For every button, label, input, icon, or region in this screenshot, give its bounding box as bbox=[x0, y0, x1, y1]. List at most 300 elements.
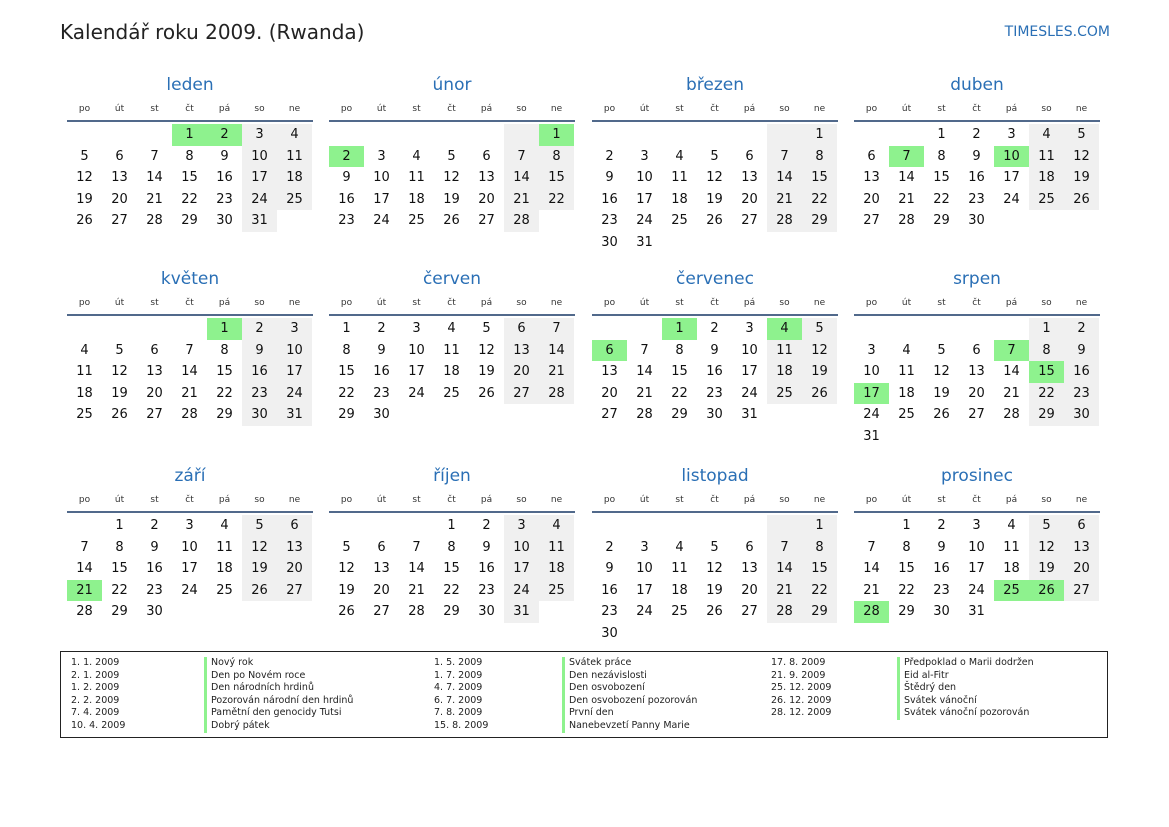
day-cell: 14 bbox=[898, 170, 915, 186]
day-cell: 14 bbox=[181, 364, 198, 380]
holiday-date: 7. 4. 2009 bbox=[71, 707, 120, 719]
weekday-label: čt bbox=[185, 104, 194, 114]
day-cell: 24 bbox=[636, 213, 653, 229]
weekday-label: čt bbox=[710, 104, 719, 114]
day-cell: 19 bbox=[1029, 558, 1064, 580]
weekday-label: pá bbox=[218, 104, 231, 114]
empty-cell bbox=[994, 601, 1029, 623]
day-cell: 27 bbox=[741, 604, 758, 620]
day-cell: 9 bbox=[710, 342, 719, 358]
weekday-label: so bbox=[254, 298, 265, 308]
week-row bbox=[67, 383, 313, 405]
day-cell: 24 bbox=[277, 383, 312, 405]
day-cell: 14 bbox=[539, 340, 574, 362]
holiday-dates-column bbox=[71, 657, 125, 733]
day-cell: 23 bbox=[146, 582, 163, 598]
month-srpen bbox=[854, 266, 1100, 448]
day-cell: 1 bbox=[802, 124, 837, 146]
day-cell: 5 bbox=[447, 148, 456, 164]
day-cell: 22 bbox=[671, 385, 688, 401]
day-cell: 9 bbox=[150, 539, 159, 555]
day-cell: 6 bbox=[745, 539, 754, 555]
day-cell: 4 bbox=[675, 539, 684, 555]
weekday-header bbox=[67, 102, 313, 116]
weekday-label: čt bbox=[447, 104, 456, 114]
empty-cell bbox=[959, 318, 994, 340]
day-cell: 31 bbox=[636, 234, 653, 250]
holiday-name: Nanebevzetí Panny Marie bbox=[569, 719, 690, 731]
weekday-label: po bbox=[603, 298, 616, 308]
week-row bbox=[67, 318, 313, 340]
day-cell: 27 bbox=[277, 580, 312, 602]
day-cell: 1 bbox=[172, 124, 207, 146]
weekday-label: po bbox=[865, 495, 878, 505]
day-cell: 28 bbox=[636, 407, 653, 423]
day-cell: 13 bbox=[863, 170, 880, 186]
day-cell: 22 bbox=[802, 580, 837, 602]
weekday-label: po bbox=[340, 104, 353, 114]
day-cell: 6 bbox=[377, 539, 386, 555]
day-cell: 29 bbox=[671, 407, 688, 423]
day-cell: 2 bbox=[1064, 318, 1099, 340]
month-listopad bbox=[592, 463, 838, 645]
week-row bbox=[592, 124, 838, 146]
day-cell: 28 bbox=[767, 210, 802, 232]
day-cell: 24 bbox=[242, 189, 277, 211]
day-cell: 4 bbox=[539, 515, 574, 537]
day-cell: 25 bbox=[898, 407, 915, 423]
day-cell: 20 bbox=[1064, 558, 1099, 580]
weekday-label: út bbox=[901, 104, 912, 114]
month-name: únor bbox=[432, 75, 472, 95]
week-row bbox=[329, 189, 575, 211]
day-cell: 10 bbox=[242, 146, 277, 168]
week-row bbox=[67, 515, 313, 537]
day-cell: 8 bbox=[675, 342, 684, 358]
day-cell: 31 bbox=[968, 604, 985, 620]
day-cell: 28 bbox=[539, 383, 574, 405]
day-cell: 8 bbox=[937, 148, 946, 164]
weekday-header bbox=[592, 102, 838, 116]
empty-cell bbox=[732, 232, 767, 254]
holiday-names-column bbox=[562, 657, 697, 733]
weekday-label: pá bbox=[743, 104, 756, 114]
empty-cell bbox=[539, 601, 574, 623]
day-cell: 28 bbox=[504, 210, 539, 232]
holiday-names-column bbox=[897, 657, 1034, 720]
day-cell: 6 bbox=[867, 148, 876, 164]
weekday-label: ne bbox=[813, 298, 826, 308]
month-name: prosinec bbox=[941, 466, 1013, 486]
day-cell: 21 bbox=[767, 580, 802, 602]
weekday-label: po bbox=[865, 298, 878, 308]
empty-cell bbox=[767, 515, 802, 537]
day-cell: 22 bbox=[802, 189, 837, 211]
week-row bbox=[854, 340, 1100, 362]
weekday-label: ne bbox=[1075, 495, 1088, 505]
day-cell: 19 bbox=[76, 191, 93, 207]
weekday-label: út bbox=[376, 298, 387, 308]
empty-cell bbox=[889, 426, 924, 448]
header-rule bbox=[592, 511, 838, 513]
header-rule bbox=[67, 511, 313, 513]
weekday-label: út bbox=[114, 104, 125, 114]
day-cell: 5 bbox=[242, 515, 277, 537]
day-cell: 22 bbox=[1029, 383, 1064, 405]
day-cell: 22 bbox=[338, 385, 355, 401]
weekday-label: so bbox=[254, 495, 265, 505]
week-row bbox=[67, 361, 313, 383]
week-row bbox=[854, 558, 1100, 580]
day-cell: 30 bbox=[933, 604, 950, 620]
day-cell: 7 bbox=[504, 146, 539, 168]
day-cell: 30 bbox=[706, 407, 723, 423]
empty-cell bbox=[994, 426, 1029, 448]
day-cell: 11 bbox=[277, 146, 312, 168]
day-cell: 10 bbox=[373, 170, 390, 186]
week-row bbox=[67, 601, 313, 623]
day-cell: 30 bbox=[373, 407, 390, 423]
day-cell: 9 bbox=[377, 342, 386, 358]
day-cell: 16 bbox=[146, 561, 163, 577]
empty-cell bbox=[102, 318, 137, 340]
day-cell: 12 bbox=[111, 364, 128, 380]
day-cell: 31 bbox=[863, 428, 880, 444]
day-cell: 31 bbox=[277, 404, 312, 426]
weekday-label: st bbox=[150, 298, 159, 308]
day-cell: 24 bbox=[504, 580, 539, 602]
day-cell: 19 bbox=[706, 191, 723, 207]
weekday-header bbox=[67, 493, 313, 507]
day-cell: 30 bbox=[601, 625, 618, 641]
empty-cell bbox=[504, 404, 539, 426]
day-cell: 20 bbox=[863, 191, 880, 207]
weekday-label: st bbox=[412, 298, 421, 308]
day-cell: 17 bbox=[968, 561, 985, 577]
week-row bbox=[854, 167, 1100, 189]
day-cell: 11 bbox=[76, 364, 93, 380]
week-row bbox=[67, 404, 313, 426]
day-cell: 27 bbox=[1064, 580, 1099, 602]
week-row bbox=[592, 601, 838, 623]
day-cell: 3 bbox=[640, 148, 649, 164]
holiday-name: Nový rok bbox=[211, 657, 254, 668]
day-cell: 26 bbox=[478, 385, 495, 401]
day-cell: 24 bbox=[741, 385, 758, 401]
week-row bbox=[592, 537, 838, 559]
empty-cell bbox=[767, 124, 802, 146]
empty-cell bbox=[399, 124, 434, 146]
day-cell: 8 bbox=[802, 537, 837, 559]
day-cell: 7 bbox=[994, 340, 1029, 362]
day-cell: 4 bbox=[80, 342, 89, 358]
empty-cell bbox=[399, 404, 434, 426]
day-cell: 9 bbox=[220, 148, 229, 164]
week-row bbox=[854, 210, 1100, 232]
empty-cell bbox=[767, 404, 802, 426]
empty-cell bbox=[627, 623, 662, 645]
week-row bbox=[329, 210, 575, 232]
weekday-label: so bbox=[516, 495, 527, 505]
empty-cell bbox=[1029, 210, 1064, 232]
day-cell: 2 bbox=[150, 518, 159, 533]
empty-cell bbox=[172, 601, 207, 623]
holiday-date: 1. 5. 2009 bbox=[434, 657, 483, 668]
empty-cell bbox=[697, 124, 732, 146]
day-cell: 9 bbox=[605, 170, 614, 186]
empty-cell bbox=[662, 623, 697, 645]
day-cell: 7 bbox=[640, 342, 649, 358]
day-cell: 6 bbox=[150, 342, 159, 358]
week-row bbox=[67, 580, 313, 602]
day-cell: 23 bbox=[338, 213, 355, 229]
day-cell: 17 bbox=[504, 558, 539, 580]
weekday-label: so bbox=[779, 104, 790, 114]
day-cell: 13 bbox=[478, 170, 495, 186]
empty-cell bbox=[889, 318, 924, 340]
day-cell: 23 bbox=[706, 385, 723, 401]
day-cell: 11 bbox=[671, 561, 688, 577]
day-cell: 3 bbox=[867, 342, 876, 358]
empty-cell bbox=[1064, 601, 1099, 623]
day-cell: 6 bbox=[482, 148, 491, 164]
day-cell: 2 bbox=[482, 518, 491, 533]
day-cell: 19 bbox=[706, 582, 723, 598]
day-cell: 19 bbox=[802, 361, 837, 383]
day-cell: 6 bbox=[592, 340, 627, 362]
weekday-label: st bbox=[675, 104, 684, 114]
day-cell: 25 bbox=[443, 385, 460, 401]
day-cell: 16 bbox=[373, 364, 390, 380]
week-row bbox=[329, 601, 575, 623]
day-cell: 30 bbox=[1064, 404, 1099, 426]
month-name: červen bbox=[422, 269, 482, 289]
day-cell: 19 bbox=[242, 558, 277, 580]
day-cell: 23 bbox=[216, 191, 233, 207]
day-cell: 27 bbox=[111, 213, 128, 229]
day-cell: 1 bbox=[115, 518, 124, 533]
day-cell: 28 bbox=[76, 604, 93, 620]
holiday-date: 17. 8. 2009 bbox=[771, 657, 826, 668]
day-cell: 4 bbox=[1007, 518, 1016, 533]
day-cell: 20 bbox=[741, 191, 758, 207]
day-cell: 29 bbox=[802, 210, 837, 232]
day-cell: 3 bbox=[640, 539, 649, 555]
day-cell: 26 bbox=[706, 213, 723, 229]
empty-cell bbox=[67, 318, 102, 340]
weekday-header bbox=[854, 493, 1100, 507]
day-cell: 24 bbox=[636, 604, 653, 620]
weekday-label: po bbox=[78, 104, 91, 114]
day-cell: 15 bbox=[443, 561, 460, 577]
empty-cell bbox=[469, 404, 504, 426]
header-rule bbox=[329, 314, 575, 316]
weekday-label: pá bbox=[743, 495, 756, 505]
day-cell: 5 bbox=[342, 539, 351, 555]
day-cell: 5 bbox=[802, 318, 837, 340]
week-row bbox=[592, 515, 838, 537]
empty-cell bbox=[137, 124, 172, 146]
empty-cell bbox=[539, 210, 574, 232]
week-row bbox=[67, 124, 313, 146]
day-cell: 4 bbox=[277, 124, 312, 146]
day-cell: 29 bbox=[111, 604, 128, 620]
day-cell: 21 bbox=[504, 189, 539, 211]
week-row bbox=[67, 167, 313, 189]
page-title: Kalendář roku 2009. (Rwanda) bbox=[60, 20, 365, 44]
day-cell: 27 bbox=[373, 604, 390, 620]
day-cell: 14 bbox=[76, 561, 93, 577]
day-cell: 20 bbox=[277, 558, 312, 580]
weekday-label: po bbox=[865, 104, 878, 114]
empty-cell bbox=[172, 318, 207, 340]
empty-cell bbox=[434, 124, 469, 146]
day-cell: 15 bbox=[802, 558, 837, 580]
day-cell: 12 bbox=[76, 170, 93, 186]
empty-cell bbox=[469, 124, 504, 146]
day-cell: 16 bbox=[1064, 361, 1099, 383]
week-row bbox=[592, 146, 838, 168]
empty-cell bbox=[697, 515, 732, 537]
weekday-header bbox=[854, 296, 1100, 310]
weekday-label: ne bbox=[550, 104, 563, 114]
day-cell: 26 bbox=[338, 604, 355, 620]
day-cell: 21 bbox=[408, 582, 425, 598]
day-cell: 24 bbox=[863, 407, 880, 423]
weekday-label: so bbox=[516, 298, 527, 308]
holiday-date: 1. 1. 2009 bbox=[71, 657, 120, 668]
header-rule bbox=[854, 120, 1100, 122]
holiday-name: Předpoklad o Marii dodržen bbox=[904, 657, 1034, 668]
month-name: duben bbox=[950, 75, 1004, 95]
holiday-date: 26. 12. 2009 bbox=[771, 694, 832, 706]
weekday-label: st bbox=[150, 495, 159, 505]
empty-cell bbox=[959, 426, 994, 448]
day-cell: 30 bbox=[242, 404, 277, 426]
day-cell: 14 bbox=[863, 561, 880, 577]
day-cell: 23 bbox=[601, 604, 618, 620]
week-row bbox=[592, 623, 838, 645]
holiday-date: 21. 9. 2009 bbox=[771, 669, 826, 681]
day-cell: 15 bbox=[111, 561, 128, 577]
day-cell: 4 bbox=[767, 318, 802, 340]
day-cell: 2 bbox=[242, 318, 277, 340]
day-cell: 12 bbox=[706, 170, 723, 186]
weekday-label: čt bbox=[972, 495, 981, 505]
holiday-date: 1. 7. 2009 bbox=[434, 669, 483, 681]
day-cell: 10 bbox=[968, 539, 985, 555]
week-row bbox=[67, 558, 313, 580]
day-cell: 5 bbox=[710, 148, 719, 164]
empty-cell bbox=[102, 124, 137, 146]
header-rule bbox=[592, 314, 838, 316]
header-rule bbox=[67, 120, 313, 122]
day-cell: 15 bbox=[898, 561, 915, 577]
weekday-label: ne bbox=[288, 298, 301, 308]
day-cell: 18 bbox=[1003, 561, 1020, 577]
holiday-dates-column bbox=[434, 657, 488, 733]
week-row bbox=[592, 383, 838, 405]
day-cell: 21 bbox=[181, 385, 198, 401]
empty-cell bbox=[67, 124, 102, 146]
day-cell: 18 bbox=[898, 385, 915, 401]
day-cell: 14 bbox=[767, 558, 802, 580]
day-cell: 7 bbox=[412, 539, 421, 555]
holiday-name: První den bbox=[569, 707, 614, 719]
holiday-name: Štědrý den bbox=[904, 682, 957, 694]
day-cell: 28 bbox=[854, 601, 889, 623]
day-cell: 22 bbox=[898, 582, 915, 598]
day-cell: 13 bbox=[373, 561, 390, 577]
week-row bbox=[854, 318, 1100, 340]
day-cell: 2 bbox=[937, 518, 946, 533]
day-cell: 24 bbox=[1003, 191, 1020, 207]
day-cell: 29 bbox=[898, 604, 915, 620]
empty-cell bbox=[277, 210, 312, 232]
day-cell: 12 bbox=[706, 561, 723, 577]
day-cell: 1 bbox=[207, 318, 242, 340]
week-row bbox=[329, 515, 575, 537]
day-cell: 20 bbox=[478, 191, 495, 207]
day-cell: 23 bbox=[968, 191, 985, 207]
month-červenec bbox=[592, 266, 838, 426]
day-cell: 19 bbox=[443, 191, 460, 207]
day-cell: 7 bbox=[539, 318, 574, 340]
holiday-name: Den nezávislosti bbox=[569, 669, 647, 681]
day-cell: 29 bbox=[933, 213, 950, 229]
day-cell: 3 bbox=[377, 148, 386, 164]
week-row bbox=[67, 537, 313, 559]
weekday-label: čt bbox=[710, 298, 719, 308]
day-cell: 1 bbox=[342, 321, 351, 336]
empty-cell bbox=[767, 232, 802, 254]
holiday-name: Svátek vánoční pozorován bbox=[904, 707, 1030, 719]
holiday-date: 25. 12. 2009 bbox=[771, 682, 832, 694]
empty-cell bbox=[802, 232, 837, 254]
week-row bbox=[67, 189, 313, 211]
header-rule bbox=[329, 511, 575, 513]
week-row bbox=[592, 340, 838, 362]
empty-cell bbox=[504, 124, 539, 146]
day-cell: 15 bbox=[802, 167, 837, 189]
day-cell: 18 bbox=[539, 558, 574, 580]
day-cell: 29 bbox=[216, 407, 233, 423]
weekday-label: pá bbox=[743, 298, 756, 308]
empty-cell bbox=[539, 404, 574, 426]
day-cell: 22 bbox=[111, 582, 128, 598]
day-cell: 9 bbox=[1064, 340, 1099, 362]
site-link[interactable]: TIMESLES.COM bbox=[1004, 24, 1110, 40]
day-cell: 6 bbox=[115, 148, 124, 164]
week-row bbox=[854, 580, 1100, 602]
weekday-header bbox=[329, 296, 575, 310]
day-cell: 25 bbox=[277, 189, 312, 211]
day-cell: 3 bbox=[185, 518, 194, 533]
holiday-name: Svátek vánoční bbox=[904, 694, 977, 706]
week-row bbox=[854, 383, 1100, 405]
day-cell: 22 bbox=[216, 385, 233, 401]
months-grid bbox=[67, 72, 1103, 644]
empty-cell bbox=[364, 515, 399, 537]
month-září bbox=[67, 463, 313, 623]
day-cell: 23 bbox=[1064, 383, 1099, 405]
week-row bbox=[67, 210, 313, 232]
week-row bbox=[854, 601, 1100, 623]
day-cell: 15 bbox=[671, 364, 688, 380]
weekday-label: út bbox=[114, 298, 125, 308]
weekday-label: po bbox=[603, 495, 616, 505]
empty-cell bbox=[592, 318, 627, 340]
